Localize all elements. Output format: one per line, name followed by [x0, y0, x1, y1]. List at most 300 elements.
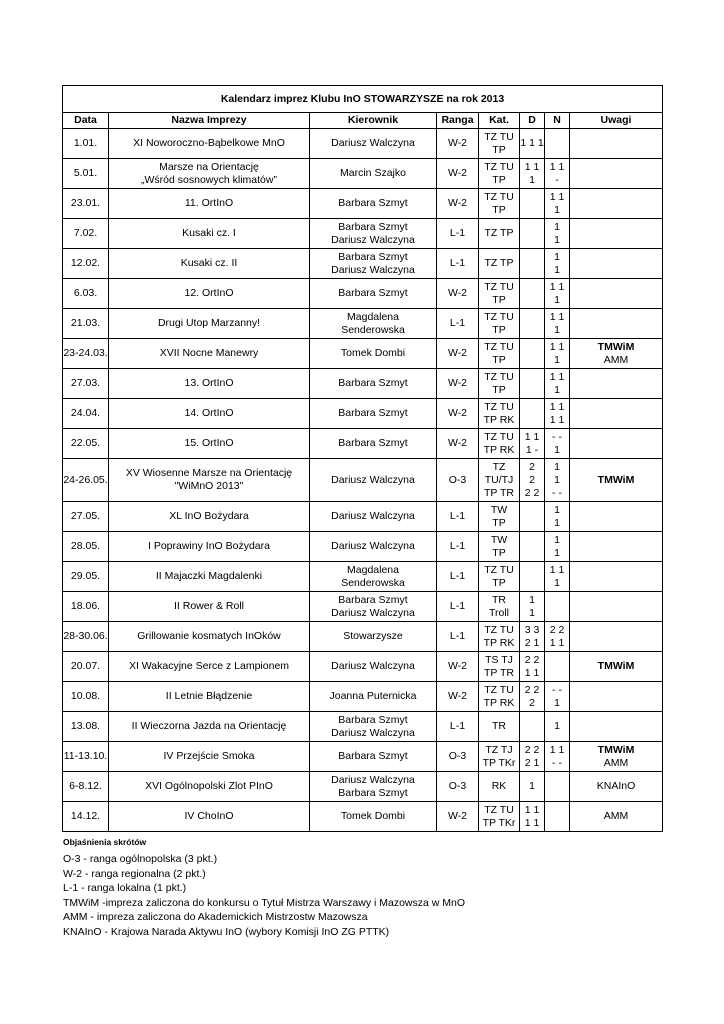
event-leader [310, 622, 437, 652]
event-n-line: 1 1 [549, 563, 565, 576]
event-date: 14.12. [63, 802, 109, 832]
event-d [520, 562, 545, 592]
legend-line: AMM - impreza zaliczona do Akademickich Mistrzostw Mazowsza [63, 911, 368, 924]
event-category-line: TZ TU [484, 130, 514, 143]
event-d-line: 2 [529, 460, 535, 473]
event-d-line: 1 1 [524, 666, 540, 679]
event-name [109, 429, 310, 459]
event-d [520, 772, 545, 802]
table-row [63, 369, 663, 399]
event-category [479, 249, 520, 279]
event-d [520, 249, 545, 279]
event-leader [310, 249, 437, 279]
event-n [545, 742, 570, 772]
event-notes [570, 159, 663, 189]
event-rank: O-3 [437, 742, 479, 772]
event-name [109, 772, 310, 802]
event-d [520, 742, 545, 772]
event-notes [570, 339, 663, 369]
event-leader-line: Dariusz Walczyna [331, 510, 415, 522]
event-d-line: 2 1 [524, 756, 540, 769]
header-d: D [520, 113, 545, 129]
event-category [479, 652, 520, 682]
event-name [109, 279, 310, 309]
event-rank: W-2 [437, 339, 479, 369]
table-row [63, 249, 663, 279]
event-d [520, 369, 545, 399]
event-leader [310, 159, 437, 189]
event-notes [570, 652, 663, 682]
event-d [520, 339, 545, 369]
event-date: 1.01. [63, 129, 109, 159]
event-date: 5.01. [63, 159, 109, 189]
event-n [545, 399, 570, 429]
event-rows [63, 129, 663, 832]
event-name [109, 562, 310, 592]
event-rank: L-1 [437, 309, 479, 339]
event-rank: L-1 [437, 249, 479, 279]
legend [63, 836, 465, 940]
event-category-line: TP [492, 576, 506, 589]
event-d [520, 279, 545, 309]
event-d-line: 1 1 [524, 430, 540, 443]
event-d-line: 1 - [525, 443, 539, 456]
event-rank: W-2 [437, 399, 479, 429]
event-date: 6-8.12. [63, 772, 109, 802]
event-leader-line: Stowarzysze [343, 630, 403, 642]
event-name-line: II Wieczorna Jazda na Orientację [131, 720, 287, 732]
event-rank: W-2 [437, 369, 479, 399]
event-d-line: 2 2 [524, 486, 540, 499]
event-notes [570, 219, 663, 249]
event-category-line: TP TKr [482, 756, 516, 769]
event-name [109, 219, 310, 249]
event-rank: W-2 [437, 189, 479, 219]
event-n [545, 279, 570, 309]
event-rank: O-3 [437, 459, 479, 502]
event-category-line: TZ TU [484, 683, 514, 696]
event-d-line: 1 1 [524, 803, 540, 816]
event-leader-line: Barbara Szmyt [338, 713, 408, 726]
event-n-line: 1 1 [549, 413, 565, 426]
event-leader-line: Barbara Szmyt [338, 750, 408, 762]
table-row [63, 279, 663, 309]
event-category-line: TZ TU [484, 190, 514, 203]
event-n [545, 682, 570, 712]
event-leader [310, 682, 437, 712]
event-name-line: Drugi Utop Marzanny! [157, 317, 261, 329]
legend-lines [63, 852, 465, 940]
table-row [63, 742, 663, 772]
table-row [63, 502, 663, 532]
event-category-line: TZ TU [484, 310, 514, 323]
event-date: 20.07. [63, 652, 109, 682]
event-category [479, 712, 520, 742]
event-rank: W-2 [437, 652, 479, 682]
event-date: 23.01. [63, 189, 109, 219]
event-category [479, 129, 520, 159]
event-n [545, 652, 570, 682]
event-date: 24-26.05. [63, 459, 109, 502]
event-d [520, 802, 545, 832]
event-n [545, 369, 570, 399]
event-rank: W-2 [437, 682, 479, 712]
event-d [520, 622, 545, 652]
event-leader-line: Senderowska [341, 576, 405, 589]
event-rank: W-2 [437, 802, 479, 832]
event-category-line: TW [490, 533, 508, 546]
event-n-line: 1 [554, 353, 560, 366]
event-n-line: 1 1 [549, 636, 565, 649]
event-n-line: 1 [554, 203, 560, 216]
event-d-line: 2 [529, 473, 535, 486]
table-row [63, 682, 663, 712]
event-d-line: 2 2 [524, 683, 540, 696]
event-leader-line: Magdalena [347, 310, 399, 323]
event-d [520, 532, 545, 562]
event-d [520, 592, 545, 622]
event-n [545, 159, 570, 189]
event-category [479, 742, 520, 772]
event-d [520, 219, 545, 249]
legend-line: L-1 - ranga lokalna (1 pkt.) [63, 882, 187, 895]
event-leader-line: Tomek Dombi [340, 810, 406, 822]
event-n-line: 1 [554, 293, 560, 306]
event-notes [570, 279, 663, 309]
event-category [479, 622, 520, 652]
event-leader [310, 399, 437, 429]
legend-line: O-3 - ranga ogólnopolska (3 pkt.) [63, 853, 218, 865]
event-name-line: I Poprawiny InO Bożydara [148, 540, 270, 552]
event-rank: L-1 [437, 219, 479, 249]
event-d-line: 3 3 [524, 623, 540, 636]
event-n [545, 339, 570, 369]
event-category [479, 309, 520, 339]
event-leader [310, 339, 437, 369]
event-d-line: 1 1 1 [520, 137, 544, 149]
event-name-line: XL InO Bożydara [169, 510, 249, 522]
event-category-line: TP RK [483, 696, 515, 709]
event-d [520, 429, 545, 459]
event-category-line: TP [492, 173, 506, 186]
event-category [479, 399, 520, 429]
event-d-line: 1 1 [524, 816, 540, 829]
event-calendar-table [62, 85, 663, 832]
event-n-line: 1 1 [549, 743, 565, 756]
event-leader-line: Joanna Puternicka [329, 690, 417, 702]
event-n-line: - - [552, 756, 562, 769]
event-n-line: 1 [554, 503, 560, 516]
event-leader-line: Barbara Szmyt [338, 407, 408, 419]
header-n: N [545, 113, 570, 129]
event-n [545, 189, 570, 219]
header-ranga: Ranga [437, 113, 479, 129]
event-leader [310, 219, 437, 249]
event-notes [570, 429, 663, 459]
event-leader-line: Dariusz Walczyna [331, 660, 415, 672]
event-n [545, 502, 570, 532]
event-rank: W-2 [437, 429, 479, 459]
legend-line: W-2 - ranga regionalna (2 pkt.) [63, 867, 206, 880]
event-name [109, 339, 310, 369]
event-category-line: TP [492, 353, 506, 366]
event-name-line: "WiMnO 2013" [174, 480, 244, 492]
event-category-line: TP RK [483, 413, 515, 426]
event-category [479, 772, 520, 802]
event-category-line: TP [492, 323, 506, 336]
event-category-line: TP [492, 293, 506, 306]
event-name [109, 652, 310, 682]
event-d-line: 1 [529, 780, 535, 792]
event-leader-line: Barbara Szmyt [338, 197, 408, 209]
event-leader-line: Barbara Szmyt [338, 250, 408, 263]
event-n [545, 622, 570, 652]
event-d [520, 502, 545, 532]
event-n-line: 1 1 [549, 370, 565, 383]
event-name-line: Marsze na Orientację [159, 160, 259, 173]
event-leader [310, 562, 437, 592]
event-leader-line: Senderowska [341, 323, 405, 336]
event-category-line: TZ TU [484, 430, 514, 443]
event-d [520, 682, 545, 712]
event-n [545, 802, 570, 832]
event-leader [310, 712, 437, 742]
event-leader-line: Barbara Szmyt [338, 437, 408, 449]
event-leader [310, 459, 437, 502]
event-n-line: 1 1 [549, 310, 565, 323]
event-notes-line: AMM [603, 353, 629, 366]
event-name-line: „Wśród sosnowych klimatów” [141, 173, 277, 186]
event-d [520, 129, 545, 159]
event-notes-line: TMWiM [597, 473, 635, 486]
event-n [545, 129, 570, 159]
event-category-line: TP [492, 143, 506, 156]
event-name-line: 14. OrtInO [184, 407, 234, 419]
event-category-line: TR [492, 593, 506, 606]
event-n-line: 2 2 [549, 623, 565, 636]
event-leader-line: Marcin Szajko [340, 167, 406, 179]
event-rank: L-1 [437, 562, 479, 592]
event-name-line: II Rower & Roll [173, 600, 245, 612]
table-row [63, 712, 663, 742]
event-name-line: IV Przejście Smoka [163, 750, 255, 762]
table-row [63, 459, 663, 502]
event-category-line: TS TJ [485, 653, 513, 666]
event-date: 24.04. [63, 399, 109, 429]
event-notes-line: TMWiM [597, 340, 635, 353]
event-name-line: II Letnie Błądzenie [165, 690, 253, 702]
event-name-line: Kusaki cz. II [180, 257, 238, 269]
event-date: 27.03. [63, 369, 109, 399]
event-date: 12.02. [63, 249, 109, 279]
event-category-line: TZ TU [484, 370, 514, 383]
event-d-line: 1 [529, 606, 535, 619]
event-n [545, 429, 570, 459]
event-name [109, 249, 310, 279]
event-n-line: - - [552, 430, 562, 443]
event-notes [570, 369, 663, 399]
event-n-line: - - [552, 486, 562, 499]
event-n-line: 1 [554, 533, 560, 546]
event-name-line: 13. OrtInO [184, 377, 234, 389]
event-d [520, 189, 545, 219]
legend-heading: Objaśnienia skrótów [63, 837, 147, 847]
event-category [479, 459, 520, 502]
event-name [109, 399, 310, 429]
event-rank: W-2 [437, 129, 479, 159]
event-n [545, 249, 570, 279]
event-category-line: TZ TJ [485, 743, 513, 756]
table-row [63, 189, 663, 219]
event-notes [570, 399, 663, 429]
event-notes [570, 459, 663, 502]
event-category [479, 339, 520, 369]
event-leader [310, 502, 437, 532]
event-n-line: 1 [554, 576, 560, 589]
event-d [520, 159, 545, 189]
event-rank: L-1 [437, 622, 479, 652]
event-d-line: 1 1 [524, 160, 540, 173]
event-name-line: 15. OrtInO [184, 437, 234, 449]
event-notes [570, 129, 663, 159]
header-nazwa: Nazwa Imprezy [109, 113, 310, 129]
event-d-line: 2 2 [524, 653, 540, 666]
event-n-line: 1 1 [549, 160, 565, 173]
event-name-line: XVI Ogólnopolski Zlot PInO [145, 780, 273, 792]
event-leader [310, 742, 437, 772]
table-row [63, 219, 663, 249]
event-notes [570, 802, 663, 832]
event-name [109, 189, 310, 219]
event-name-line: 11. OrtInO [184, 197, 234, 209]
table-row [63, 622, 663, 652]
event-leader-line: Barbara Szmyt [338, 593, 408, 606]
event-category-line: RK [491, 780, 507, 792]
event-d [520, 459, 545, 502]
event-category-line: TZ TU [484, 623, 514, 636]
event-category-line: TP [492, 383, 506, 396]
event-rank: L-1 [437, 592, 479, 622]
event-notes-line: AMM [603, 810, 629, 822]
event-category [479, 682, 520, 712]
event-rank: W-2 [437, 279, 479, 309]
event-leader [310, 652, 437, 682]
event-rank: L-1 [437, 502, 479, 532]
event-leader-line: Dariusz Walczyna [331, 473, 415, 486]
event-leader-line: Dariusz Walczyna [331, 606, 415, 619]
event-leader [310, 802, 437, 832]
event-date: 7.02. [63, 219, 109, 249]
event-notes-line: TMWiM [597, 743, 635, 756]
event-category-line: TP [492, 516, 506, 529]
event-n-line: 1 [554, 443, 560, 456]
event-notes [570, 189, 663, 219]
event-d [520, 309, 545, 339]
event-n-line: 1 [554, 263, 560, 276]
event-n [545, 532, 570, 562]
event-date: 11-13.10. [63, 742, 109, 772]
event-leader-line: Barbara Szmyt [338, 786, 408, 799]
event-date: 28.05. [63, 532, 109, 562]
table-row [63, 562, 663, 592]
event-name [109, 459, 310, 502]
event-n [545, 592, 570, 622]
event-n-line: 1 [554, 233, 560, 246]
event-date: 22.05. [63, 429, 109, 459]
event-leader-line: Dariusz Walczyna [331, 137, 415, 149]
event-category [479, 189, 520, 219]
event-leader-line: Barbara Szmyt [338, 220, 408, 233]
event-category-line: TP [492, 546, 506, 559]
event-notes [570, 712, 663, 742]
event-category-line: TZ TP [484, 227, 514, 239]
table-row [63, 532, 663, 562]
event-date: 29.05. [63, 562, 109, 592]
table-row [63, 592, 663, 622]
event-category [479, 532, 520, 562]
event-leader-line: Dariusz Walczyna [331, 773, 415, 786]
event-notes [570, 309, 663, 339]
event-name [109, 712, 310, 742]
event-category-line: TZ TU [484, 280, 514, 293]
event-date: 23-24.03. [63, 339, 109, 369]
event-d [520, 652, 545, 682]
event-leader-line: Dariusz Walczyna [331, 540, 415, 552]
table-row [63, 129, 663, 159]
event-date: 18.06. [63, 592, 109, 622]
event-category-line: TZ TU [484, 400, 514, 413]
event-n-line: 1 1 [549, 190, 565, 203]
event-category [479, 802, 520, 832]
table-row [63, 652, 663, 682]
event-n-line: 1 [554, 220, 560, 233]
event-name-line: 12. OrtInO [184, 287, 234, 299]
event-n-line: 1 1 [549, 280, 565, 293]
event-leader-line: Dariusz Walczyna [331, 263, 415, 276]
event-category [479, 429, 520, 459]
event-category-line: TZ TU [484, 160, 514, 173]
event-category-line: TZ TU [484, 340, 514, 353]
event-name-line: II Majaczki Magdalenki [155, 570, 263, 582]
event-n [545, 712, 570, 742]
event-name [109, 592, 310, 622]
event-date: 6.03. [63, 279, 109, 309]
event-leader [310, 189, 437, 219]
event-category-line: TP TKr [482, 816, 516, 829]
table-row [63, 309, 663, 339]
event-n-line: 1 [554, 460, 560, 473]
event-rank: W-2 [437, 159, 479, 189]
event-n-line: 1 [554, 383, 560, 396]
event-d-line: 2 2 [524, 743, 540, 756]
event-notes [570, 682, 663, 712]
event-leader [310, 279, 437, 309]
event-category-line: TP RK [483, 636, 515, 649]
table-row [63, 429, 663, 459]
event-notes [570, 249, 663, 279]
event-category-line: TP RK [483, 443, 515, 456]
event-date: 27.05. [63, 502, 109, 532]
event-n [545, 459, 570, 502]
table-title: Kalendarz imprez Klubu InO STOWARZYSZE na rok 2013 [63, 86, 663, 113]
event-name [109, 622, 310, 652]
event-d [520, 399, 545, 429]
event-notes [570, 532, 663, 562]
event-leader-line: Barbara Szmyt [338, 287, 408, 299]
event-leader [310, 369, 437, 399]
event-n-line: 1 1 [549, 340, 565, 353]
event-n-line: - - [552, 683, 562, 696]
